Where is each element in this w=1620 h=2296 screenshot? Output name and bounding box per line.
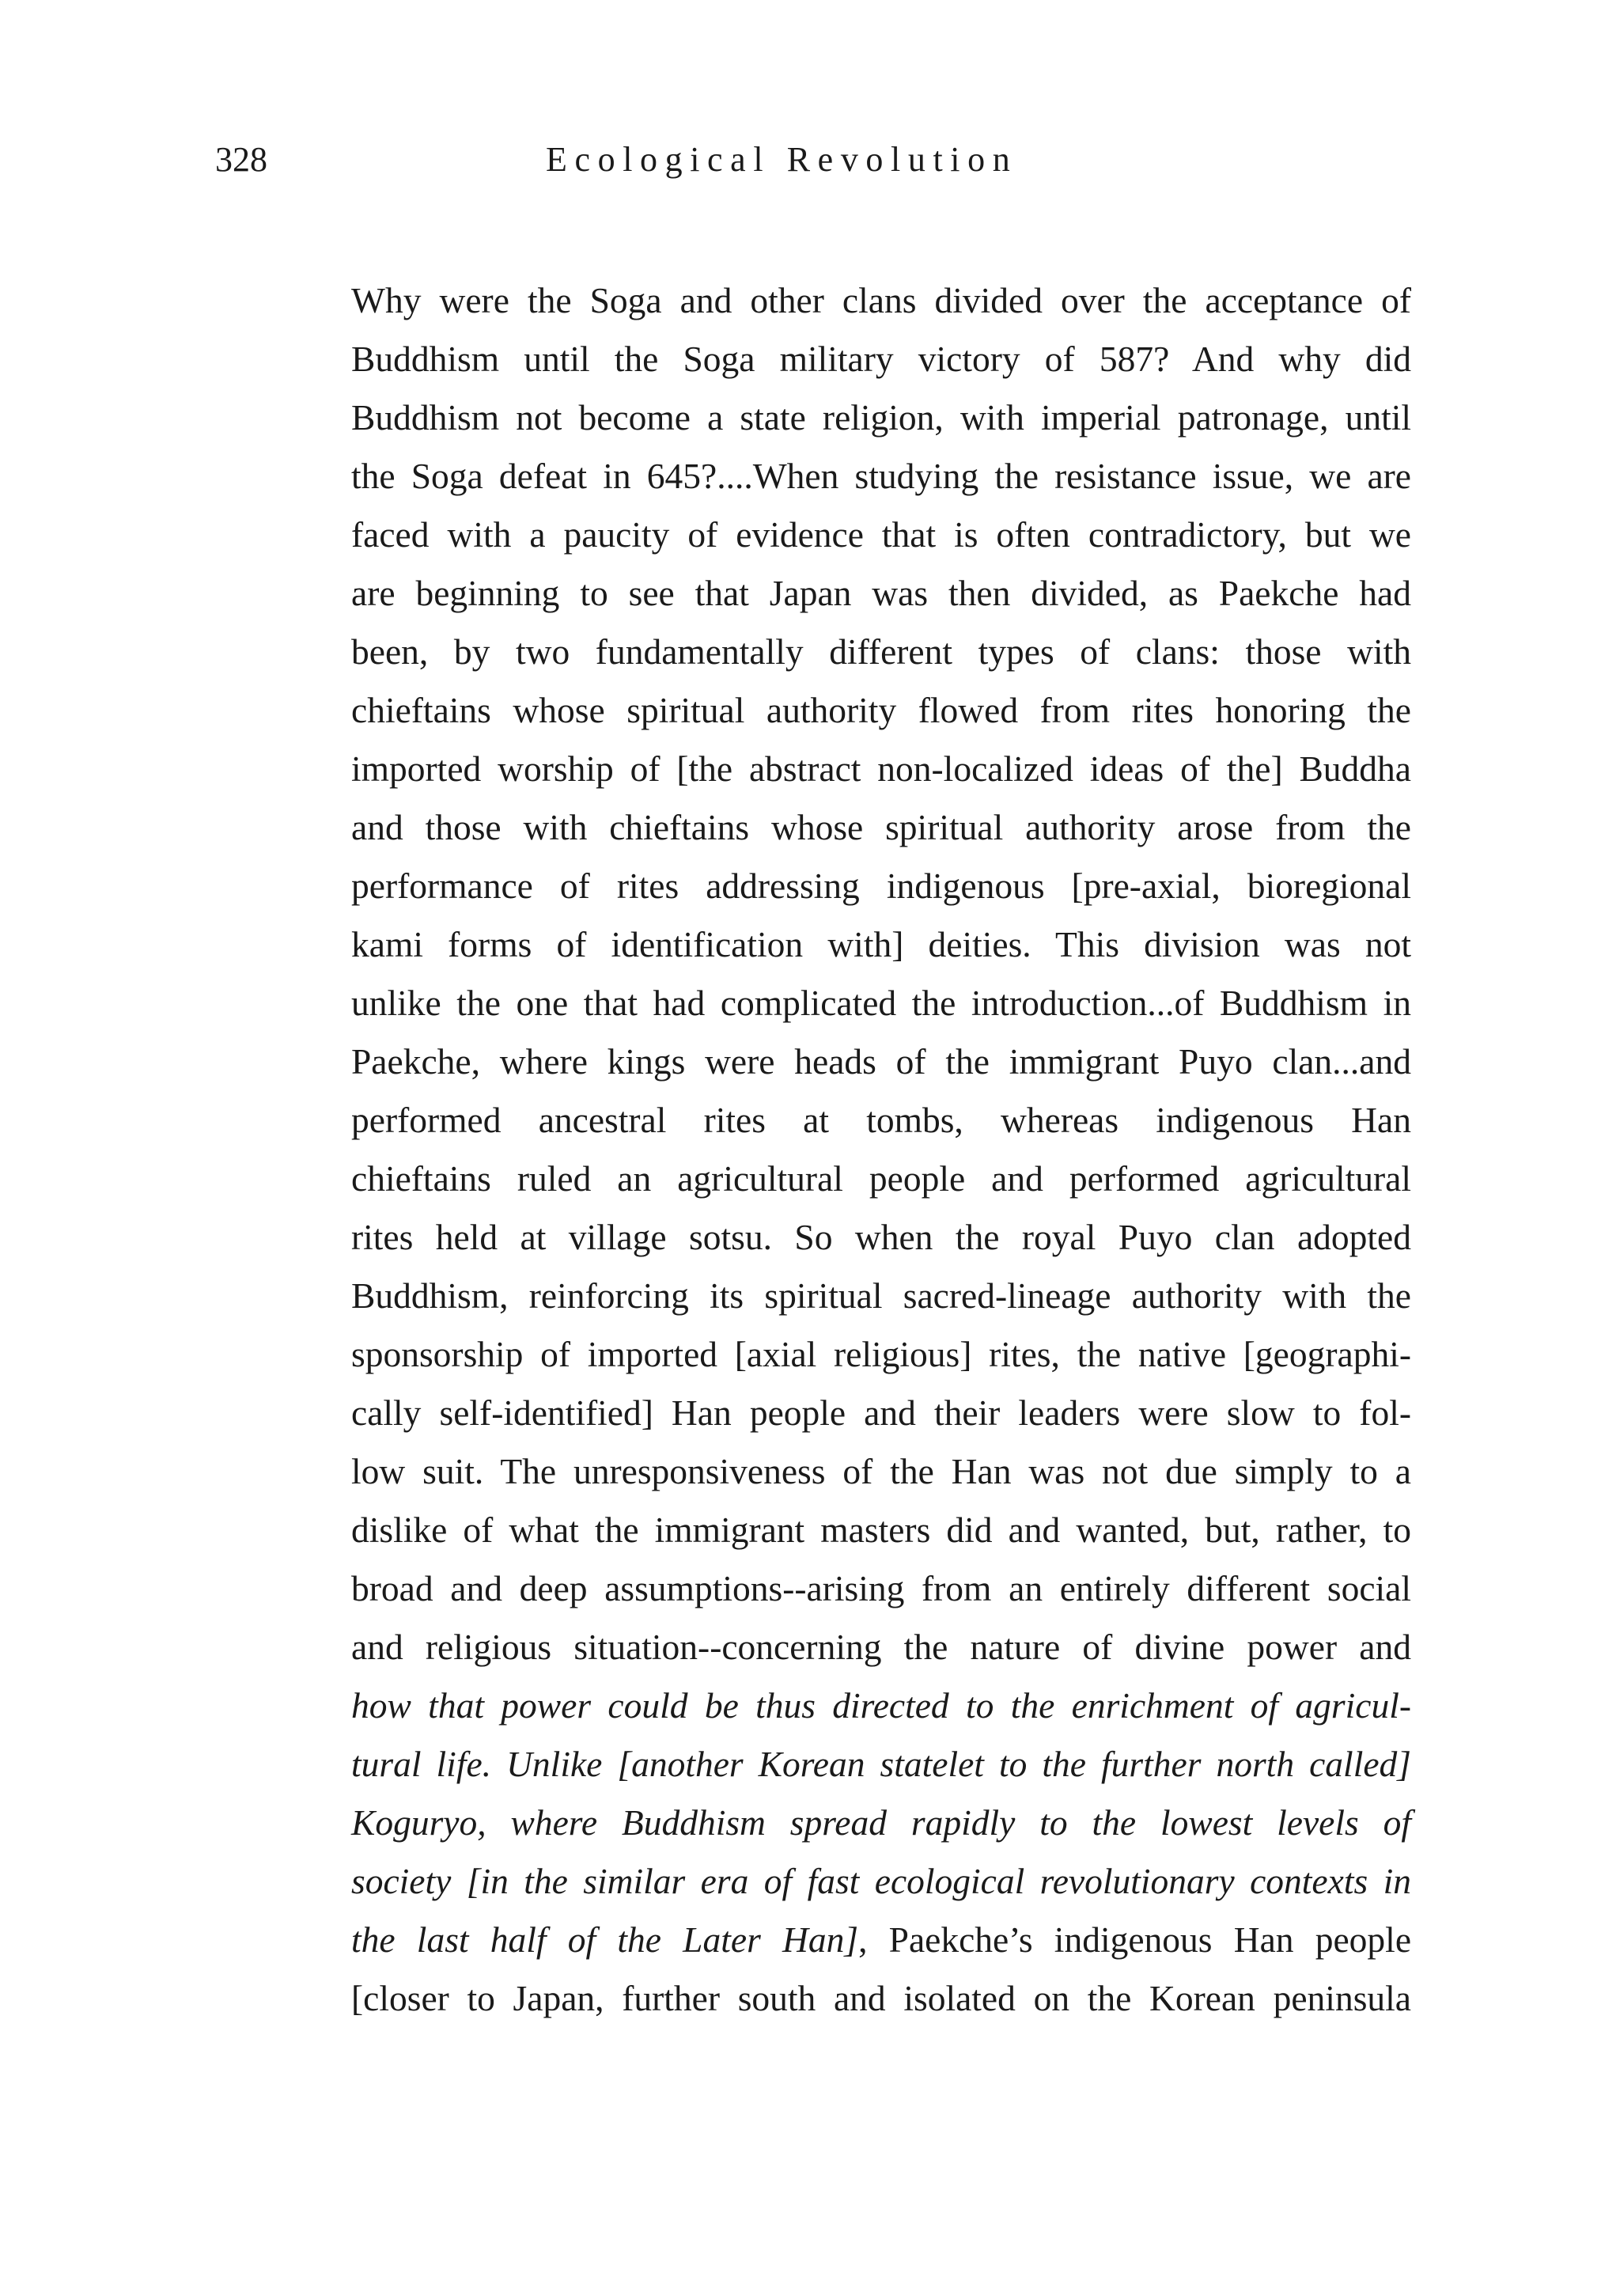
text-line xyxy=(351,506,1411,564)
line-text: [closer to Japan, further south and isolated on the Korean peninsula xyxy=(351,1978,1411,2018)
line-text: rites held at village sotsu. So when the royal Puyo clan adopted xyxy=(351,1217,1411,1257)
text-line xyxy=(351,1091,1411,1150)
text-line xyxy=(351,271,1411,330)
line-text: low suit. The unresponsiveness of the Han was not due simply to a xyxy=(351,1451,1411,1491)
body-text xyxy=(351,271,1411,2028)
text-line xyxy=(351,1208,1411,1267)
text-line xyxy=(351,740,1411,798)
running-head: Ecological Revolution xyxy=(546,140,1018,179)
text-line xyxy=(351,1150,1411,1208)
line-text: kami forms of identification with] deities. This division was not xyxy=(351,924,1411,964)
text-line xyxy=(351,974,1411,1032)
line-text: faced with a paucity of evidence that is often contradictory, but we xyxy=(351,514,1411,555)
text-line xyxy=(351,1384,1411,1442)
text-line xyxy=(351,1267,1411,1325)
text-line xyxy=(351,1794,1411,1852)
line-text: Why were the Soga and other clans divided over the acceptance of xyxy=(351,280,1411,320)
line-text-italic: tural life. Unlike [another Korean statelet to the further north called] xyxy=(351,1744,1411,1784)
line-text-italic: society [in the similar era of fast ecological revolutionary contexts in xyxy=(351,1861,1411,1901)
text-line xyxy=(351,1969,1411,2028)
text-line xyxy=(351,388,1411,447)
line-text-italic: the last half of the Later Han] xyxy=(351,1919,859,1960)
text-line xyxy=(351,1852,1411,1911)
text-line xyxy=(351,1559,1411,1618)
text-line xyxy=(351,1501,1411,1559)
line-text: been, by two fundamentally different types of clans: those with xyxy=(351,631,1411,672)
line-text: performed ancestral rites at tombs, whereas indigenous Han xyxy=(351,1100,1411,1140)
line-text: dislike of what the immigrant masters did and wanted, but, rather, to xyxy=(351,1510,1411,1550)
line-text: and those with chieftains whose spiritual authority arose from the xyxy=(351,807,1411,847)
line-text: unlike the one that had complicated the introduction...of Buddhism in xyxy=(351,983,1411,1023)
line-text-italic: Koguryo, where Buddhism spread rapidly to the lowest levels of xyxy=(351,1802,1411,1843)
line-text: Buddhism until the Soga military victory of 587? And why did xyxy=(351,339,1411,379)
line-text: performance of rites addressing indigenous [pre-axial, bioregional xyxy=(351,866,1411,906)
text-line xyxy=(351,564,1411,623)
text-line xyxy=(351,1442,1411,1501)
text-line xyxy=(351,798,1411,857)
line-text: cally self-identified] Han people and their leaders were slow to fol- xyxy=(351,1392,1411,1433)
line-text: Paekche, where kings were heads of the immigrant Puyo clan...and xyxy=(351,1041,1411,1082)
text-line xyxy=(351,1032,1411,1091)
line-text: and religious situation--concerning the nature of divine power and xyxy=(351,1627,1411,1667)
line-text: Buddhism not become a state religion, with imperial patronage, until xyxy=(351,397,1411,438)
text-line xyxy=(351,857,1411,915)
line-text: are beginning to see that Japan was then divided, as Paekche had xyxy=(351,573,1411,613)
text-line xyxy=(351,1911,1411,1969)
text-line xyxy=(351,623,1411,681)
text-line xyxy=(351,681,1411,740)
line-text: the Soga defeat in 645?....When studying the resistance issue, we are xyxy=(351,456,1411,496)
line-text: Buddhism, reinforcing its spiritual sacred-lineage authority with the xyxy=(351,1275,1411,1316)
line-text: sponsorship of imported [axial religious] rites, the native [geographi- xyxy=(351,1334,1411,1374)
line-text: imported worship of [the abstract non-localized ideas of the] Buddha xyxy=(351,748,1411,789)
line-text: chieftains ruled an agricultural people and performed agricultural xyxy=(351,1158,1411,1199)
line-text: broad and deep assumptions--arising from an entirely different social xyxy=(351,1568,1411,1608)
line-text: , Paekche’s indigenous Han people xyxy=(858,1919,1412,1960)
text-line xyxy=(351,330,1411,388)
text-line xyxy=(351,1735,1411,1794)
line-text: chieftains whose spiritual authority flowed from rites honoring the xyxy=(351,690,1411,730)
text-line xyxy=(351,915,1411,974)
text-line xyxy=(351,1325,1411,1384)
text-line xyxy=(351,447,1411,506)
line-text-italic: how that power could be thus directed to the enrichment of agricul- xyxy=(351,1685,1411,1726)
text-line xyxy=(351,1677,1411,1735)
text-line xyxy=(351,1618,1411,1677)
page-number: 328 xyxy=(215,140,267,179)
